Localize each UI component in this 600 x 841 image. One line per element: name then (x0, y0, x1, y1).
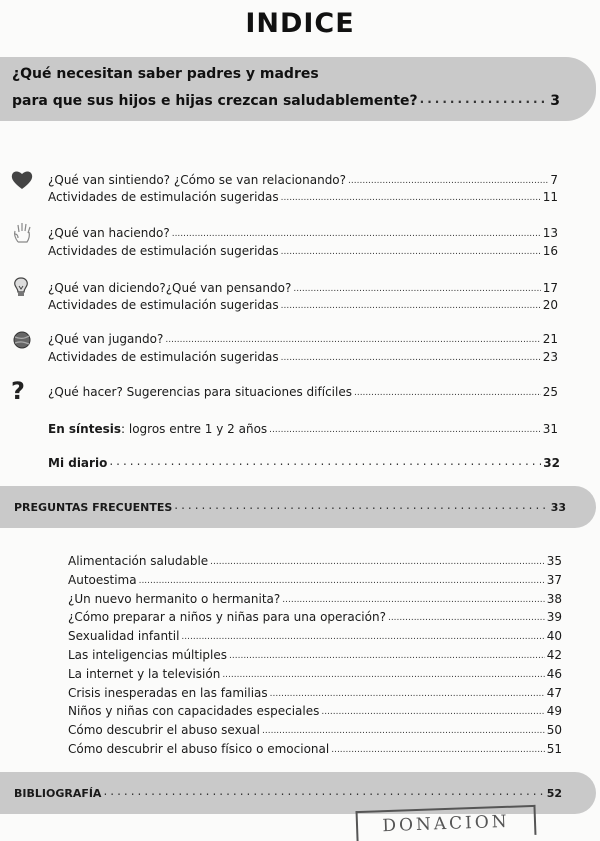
dot-leader (321, 703, 544, 715)
dot-leader (269, 421, 541, 433)
page-number: 31 (542, 422, 558, 436)
page-number: 33 (550, 501, 566, 514)
page-number: 21 (542, 332, 558, 346)
page-number: 38 (546, 591, 562, 606)
question-mark-icon (10, 377, 28, 403)
dot-leader (181, 628, 544, 640)
page-number: 42 (546, 648, 562, 662)
dot-leader (388, 609, 545, 621)
faq-entry[interactable] (68, 666, 562, 682)
faq-entry[interactable] (68, 572, 562, 588)
dot-leader (282, 591, 544, 603)
dot-leader (348, 172, 548, 184)
dot-leader (281, 243, 541, 255)
faq-entry[interactable] (68, 741, 562, 757)
hand-icon (12, 222, 34, 244)
page-number: 49 (546, 704, 562, 719)
page-number: 17 (542, 281, 558, 295)
dot-leader (281, 349, 541, 361)
page-number: 32 (543, 456, 560, 470)
dot-leader (281, 189, 541, 201)
page-number: 20 (542, 298, 558, 312)
dot-leader (174, 500, 548, 511)
faq-entry[interactable] (68, 591, 562, 607)
faq-entry[interactable] (68, 722, 562, 738)
dot-leader (354, 384, 541, 396)
dot-leader (293, 280, 540, 292)
dot-leader (210, 553, 545, 565)
intro-line1: ¿Qué necesitan saber padres y madres (12, 66, 319, 82)
dot-leader (103, 786, 544, 797)
svg-text:?: ? (11, 377, 25, 403)
ball-icon (12, 330, 32, 350)
faq-entry-title: Las inteligencias múltiples (68, 648, 228, 662)
faq-entry-title: ¿Cómo preparar a niños y niñas para una operación? (68, 610, 386, 625)
synthesis-bold: En síntesis (48, 422, 121, 436)
toc-entry-title: ¿Qué van diciendo?¿Qué van pensando? (48, 281, 292, 295)
faq-entry-title: Cómo descubrir el abuso sexual (68, 723, 260, 738)
toc-entry[interactable] (48, 225, 558, 241)
dot-leader (420, 91, 549, 105)
bibliography-row[interactable] (14, 786, 562, 802)
page-title: INDICE (245, 8, 355, 39)
faq-entry-title: ¿Un nuevo hermanito o hermanita? (68, 591, 281, 606)
page-number: 52 (546, 787, 562, 800)
faq-entry-title: Cómo descubrir el abuso físico o emocional (68, 742, 330, 756)
dot-leader (270, 685, 545, 697)
faq-entry[interactable] (68, 609, 562, 625)
faq-entry[interactable] (68, 703, 562, 719)
faq-entry[interactable] (68, 628, 562, 644)
dot-leader (222, 666, 544, 678)
dot-leader (172, 225, 541, 237)
toc-entry-title: ¿Qué van sintiendo? ¿Cómo se van relacionando? (48, 173, 347, 187)
toc-entry[interactable] (48, 331, 558, 347)
dot-leader (165, 331, 540, 343)
toc-entry-title: Actividades de estimulación sugeridas (48, 244, 279, 258)
dot-leader (331, 741, 545, 753)
toc-entry[interactable] (48, 243, 558, 259)
faq-entry-title: Sexualidad infantil (68, 629, 180, 644)
faq-heading: PREGUNTAS FRECUENTES (14, 501, 173, 514)
page-number: 25 (542, 385, 558, 399)
toc-entry[interactable] (48, 384, 558, 400)
toc-entry-title: Actividades de estimulación sugeridas (48, 350, 279, 364)
page-number: 40 (546, 629, 562, 644)
page-number: 37 (546, 572, 562, 587)
faq-entry[interactable] (68, 685, 562, 701)
page-number: 35 (546, 554, 562, 568)
synthesis-rest: : logros entre 1 y 2 años (121, 422, 268, 436)
page-number: 7 (550, 173, 558, 187)
toc-entry[interactable] (48, 189, 558, 205)
toc-entry-title: Actividades de estimulación sugeridas (48, 298, 279, 312)
bibliography-label: BIBLIOGRAFÍA (14, 787, 102, 800)
toc-entry[interactable] (48, 280, 558, 296)
toc-entry[interactable] (48, 172, 558, 188)
faq-entry-title: Niños y niñas con capacidades especiales (68, 704, 320, 719)
toc-entry-title: ¿Qué van jugando? (48, 332, 164, 346)
faq-entry-title: Crisis inesperadas en las familias (68, 685, 268, 700)
page-number: 11 (542, 190, 558, 204)
page-number: 3 (550, 93, 560, 109)
faq-entry[interactable] (68, 553, 562, 569)
dot-leader (139, 572, 545, 584)
page-number: 39 (546, 610, 562, 625)
heart-icon (10, 170, 34, 190)
faq-entry-title: Alimentación saludable (68, 554, 209, 568)
toc-entry-title: ¿Qué hacer? Sugerencias para situaciones difíciles (48, 385, 352, 399)
donation-stamp: DONACION (356, 805, 537, 841)
page-number: 23 (542, 350, 558, 364)
toc-entry-title: ¿Qué van haciendo? (48, 226, 170, 240)
page-number: 50 (546, 723, 562, 738)
toc-entry[interactable] (48, 349, 558, 365)
faq-entry-title: Autoestima (68, 572, 137, 587)
faq-heading-row[interactable] (14, 500, 566, 516)
toc-entry[interactable] (48, 297, 558, 313)
diary-label: Mi diario (48, 456, 108, 470)
page-number: 16 (542, 244, 558, 258)
page-number: 13 (542, 226, 558, 240)
page-number: 47 (546, 685, 562, 700)
intro-line2: para que sus hijos e hijas crezcan saludablemente? (12, 93, 418, 109)
synthesis-row[interactable] (48, 421, 558, 437)
dot-leader (262, 722, 545, 734)
lightbulb-icon (12, 276, 30, 298)
dot-leader (109, 455, 541, 467)
intro-line2-row[interactable] (12, 91, 560, 109)
diary-row[interactable] (48, 455, 560, 471)
dot-leader (281, 297, 541, 309)
page-number: 46 (546, 666, 562, 681)
page-number: 51 (546, 742, 562, 756)
faq-entry[interactable] (68, 647, 562, 663)
faq-entry-title: La internet y la televisión (68, 666, 221, 681)
dot-leader (229, 647, 545, 659)
toc-entry-title: Actividades de estimulación sugeridas (48, 190, 279, 204)
